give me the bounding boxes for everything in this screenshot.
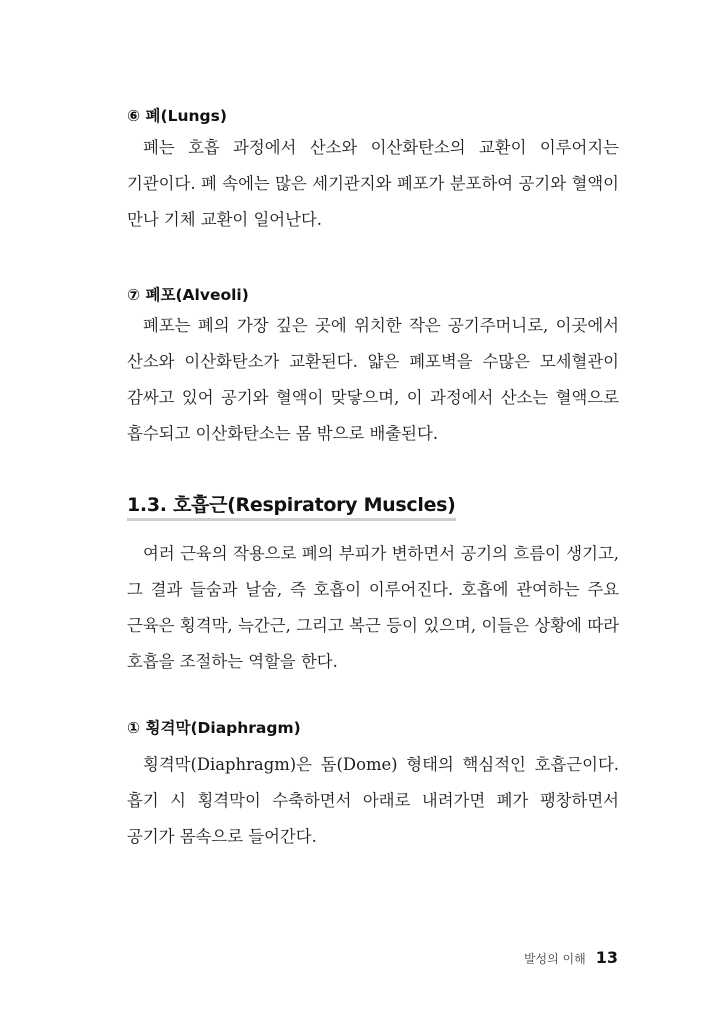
section-heading-text: 1.3. 호흡근(Respiratory Muscles) xyxy=(127,494,456,516)
subheading-alveoli: ⑦ 폐포(Alveoli) xyxy=(127,286,249,304)
section-heading-underline xyxy=(127,518,456,521)
subheading-diaphragm: ① 횡격막(Diaphragm) xyxy=(127,719,301,737)
subheading-lungs: ⑥ 폐(Lungs) xyxy=(127,107,227,125)
paragraph-intro: 여러 근육의 작용으로 폐의 부피가 변하면서 공기의 흐름이 생기고, 그 결과 들숨과 날숨, 즉 호흡이 이루어진다. 호흡에 관여하는 주요 근육은 횡격막, 늑간근, 그리고 복근 등이 있으며, 이들은 상황에 따라 호흡을 조절하는 역할을 한다. xyxy=(127,544,619,671)
paragraph-alveoli: 폐포는 폐의 가장 깊은 곳에 위치한 작은 공기주머니로, 이곳에서 산소와 이산화탄소가 교환된다. 얇은 폐포벽을 수많은 모세혈관이 감싸고 있어 공기와 혈액이 맞닿으며, 이 과정에서 산소는 혈액으로 흡수되고 이산화탄소는 몸 밖으로 배출된다. xyxy=(127,316,619,443)
paragraph-diaphragm: 횡격막(Diaphragm)은 돔(Dome) 형태의 핵심적인 호흡근이다. 흡기 시 횡격막이 수축하면서 아래로 내려가면 폐가 팽창하면서 공기가 몸속으로 들어간다. xyxy=(127,755,619,846)
page-number: 13 xyxy=(595,948,618,967)
running-title: 발성의 이해 xyxy=(523,952,586,966)
page-footer xyxy=(524,948,618,967)
paragraph-lungs: 폐는 호흡 과정에서 산소와 이산화탄소의 교환이 이루어지는 기관이다. 폐 속에는 많은 세기관지와 폐포가 분포하여 공기와 혈액이 만나 기체 교환이 일어난다. xyxy=(127,138,619,229)
section-heading xyxy=(127,490,456,517)
